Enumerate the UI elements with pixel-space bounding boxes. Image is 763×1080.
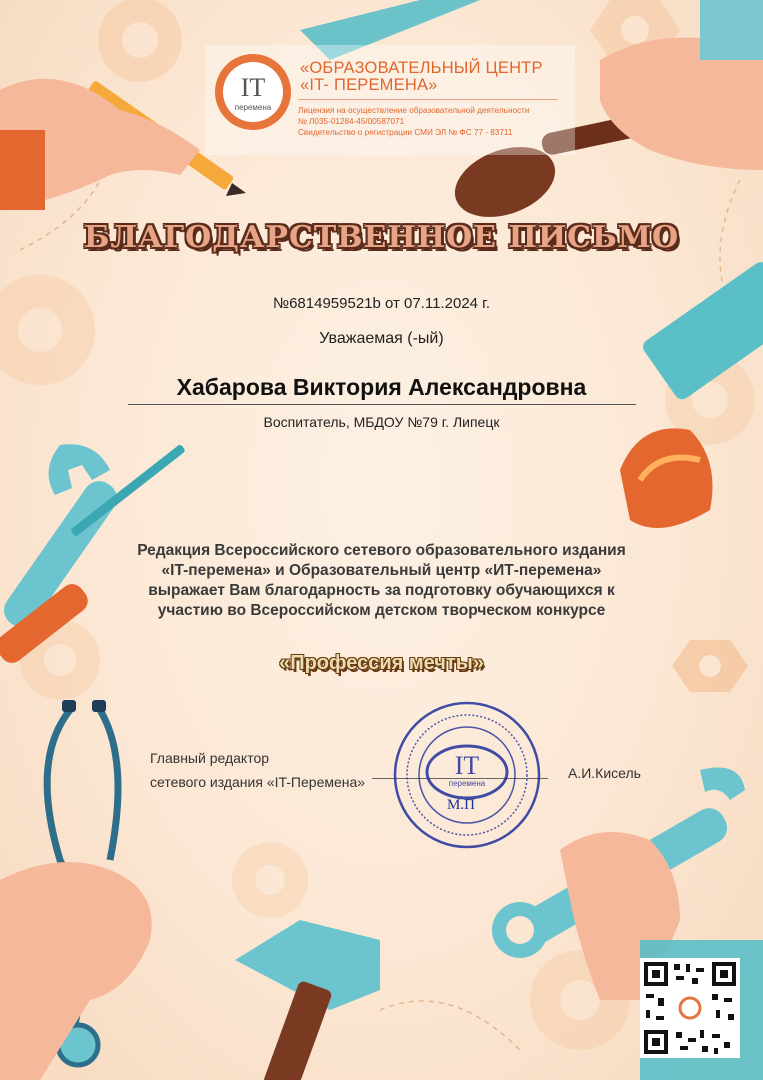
contest-name: «Профессия мечты»	[279, 652, 484, 674]
license-line-1: Лицензия на осуществление образовательной деятельности	[298, 106, 530, 115]
qr-code[interactable]	[640, 958, 740, 1058]
message-line: Редакция Всероссийского сетевого образовательного издания	[137, 542, 626, 559]
message-line: «IT-перемена» и Образовательный центр «ИТ-перемена»	[161, 562, 602, 579]
logo-subtext: перемена	[234, 103, 272, 112]
stamp-logo-text: IT	[454, 751, 480, 780]
name-underline	[128, 404, 636, 405]
org-name-line2: «IT- ПЕРЕМЕНА»	[300, 76, 438, 94]
document-title: БЛАГОДАРСТВЕННОЕ ПИСЬМО	[83, 220, 680, 255]
signer-name: А.И.Кисель	[568, 765, 641, 781]
organization-name	[300, 60, 580, 94]
stamp-sub-text: перемена	[448, 779, 486, 788]
recipient-position: Воспитатель, МБДОУ №79 г. Липецк	[263, 414, 500, 430]
license-line-2: № Л035-01284-45/00587071	[298, 117, 405, 126]
recipient-name: Хабарова Виктория Александровна	[176, 374, 587, 400]
logo-text: IT	[240, 73, 266, 102]
signer-title-line-2: сетевого издания «IT-Перемена»	[150, 774, 366, 790]
gratitude-message	[100, 541, 663, 621]
header-divider	[298, 99, 558, 100]
document-number: №6814959521b от 07.11.2024 г.	[272, 295, 490, 312]
salutation: Уважаемая (-ый)	[319, 330, 444, 347]
gear-icon	[98, 0, 182, 82]
org-name-line1: «ОБРАЗОВАТЕЛЬНЫЙ ЦЕНТР	[300, 59, 543, 77]
signer-title-line-1: Главный редактор	[150, 750, 270, 766]
message-line: выражает Вам благодарность за подготовку обучающихся к	[148, 582, 615, 599]
it-peremena-logo	[213, 52, 293, 132]
gear-icon	[232, 842, 308, 918]
stamp-mark: М.П	[447, 797, 475, 813]
license-line-3: Свидетельство о регистрации СМИ ЭЛ № ФС 77 - 83711	[298, 128, 513, 137]
message-line: участию во Всероссийском детском творческом конкурсе	[157, 602, 606, 619]
official-stamp	[392, 700, 542, 850]
hammer-icon	[235, 920, 380, 1080]
